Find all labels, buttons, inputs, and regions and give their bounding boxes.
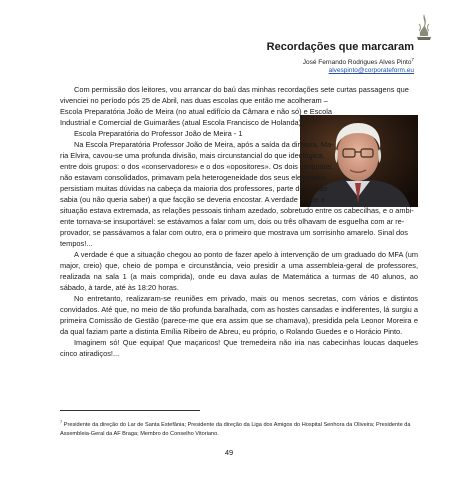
footnote-number: 7 [60,419,63,424]
paragraph-closing: Imaginem só! Que equipa! Que maçaricos! Que tremedeira não iria nas cabecinhas loucas daqueles cinco atiradiços!... [60,338,418,358]
paragraph-line: provador, se passávamos a falar com outro, era o primeiro que mostrava um sorrisinho amarelo. Sinal dos [60,228,408,237]
paragraph-line: situação estava extremada, as relações pessoais tinham azedado, sobretudo entre os cabecilhas, e o ambi- [60,206,414,215]
paragraph-line: Na Escola Preparatória Professor João de Meira, após a saída da diretora, Ma- [74,140,334,149]
paragraph-line: tempos!... [60,239,93,248]
article-body [60,84,418,359]
paragraph-line: ria Elvira, cavou-se uma profunda divisão, mais circunstancial do que ideológica, [60,151,325,160]
author-email-link[interactable]: alvespinto@corporateform.eu [328,67,414,74]
paragraph-line: ente tornava-se insuportável: se estávamos a falar com um, dois ou três olhavam de esguelha com ar re- [60,217,405,226]
article-title: Recordações que marcaram [266,41,414,53]
paragraph-line: sabia (ou não queria saber) a que facção se deveria encostar. A verdade é que a [60,195,325,204]
page-number: 49 [224,448,234,457]
section-heading: Escola Preparatória do Professor João de Meira - 1 [74,129,243,138]
paragraph-intro-line-4: Industrial e Comercial de Guimarães (atual Escola Francisco de Holanda). [60,118,304,127]
footnote-mark: 7 [411,57,414,62]
paragraph-line: persistiam muitas dúvidas na cabeça da maioria dos professores, parte deles não [60,184,328,193]
paragraph-line: entre dois grupos: o dos «conservadores» e o dos «opositores». Os dois conjuntos [60,162,332,171]
footnote-text: Presidente da direção do Lar de Santa Estefânia; Presidente da direção da Liga dos Amigos do Hospital Senhora da Oliveira; Presidente da Assembleia-Geral da AF Braga; Membro do Conselho Vitoriano. [60,421,411,437]
paragraph-line: não estavam consolidados, primavam pela heterogeneidade dos seus elementos, [60,173,328,182]
footnote [60,417,420,439]
paragraph-intro-line-1: Com permissão dos leitores, vou arrancar do baú das minhas recordações sete curtas passagens que [74,85,409,94]
paragraph-meetings: No entretanto, realizaram-se reuniões em privado, mais ou menos secretas, com vários e distintos convidados. Até que, no meio de tão profunda baralhada, com as hostes cansadas e indiferentes, lá surgiu a primeira Comissão de Gestão (parece-me que era assim que se chamava), presidida pela Leonor Moreira e da qual faziam parte a distinta Emília Ribeiro de Abreu, eu próprio, o Rolando Guedes e o Horácio Pinto. [60,294,418,336]
publication-logo-icon [413,12,435,44]
paragraph-intro-line-2: vivenciei no período pós 25 de Abril, nas duas escolas que então me acolheram – [60,96,328,105]
author-name: José Fernando Rodrigues Alves Pinto$^7$ [302,57,414,67]
paragraph-intro-line-3: Escola Preparatória João de Meira (no atual edifício da Câmara e não só) e Escola [60,107,332,116]
footnote-divider [60,410,200,411]
paragraph-mfa: A verdade é que a situação chegou ao ponto de fazer apelo à intervenção de um graduado do MFA (um major, creio) que, cheio de pompa e circunstância, veio presidir a uma assembleia-geral de professores, realizada na sala 1 (a mais comprida), onde eu dava aulas de Matemática a turmas de 40 alunos, ao sábado, à tarde, até às 18:20 horas. [60,250,418,292]
